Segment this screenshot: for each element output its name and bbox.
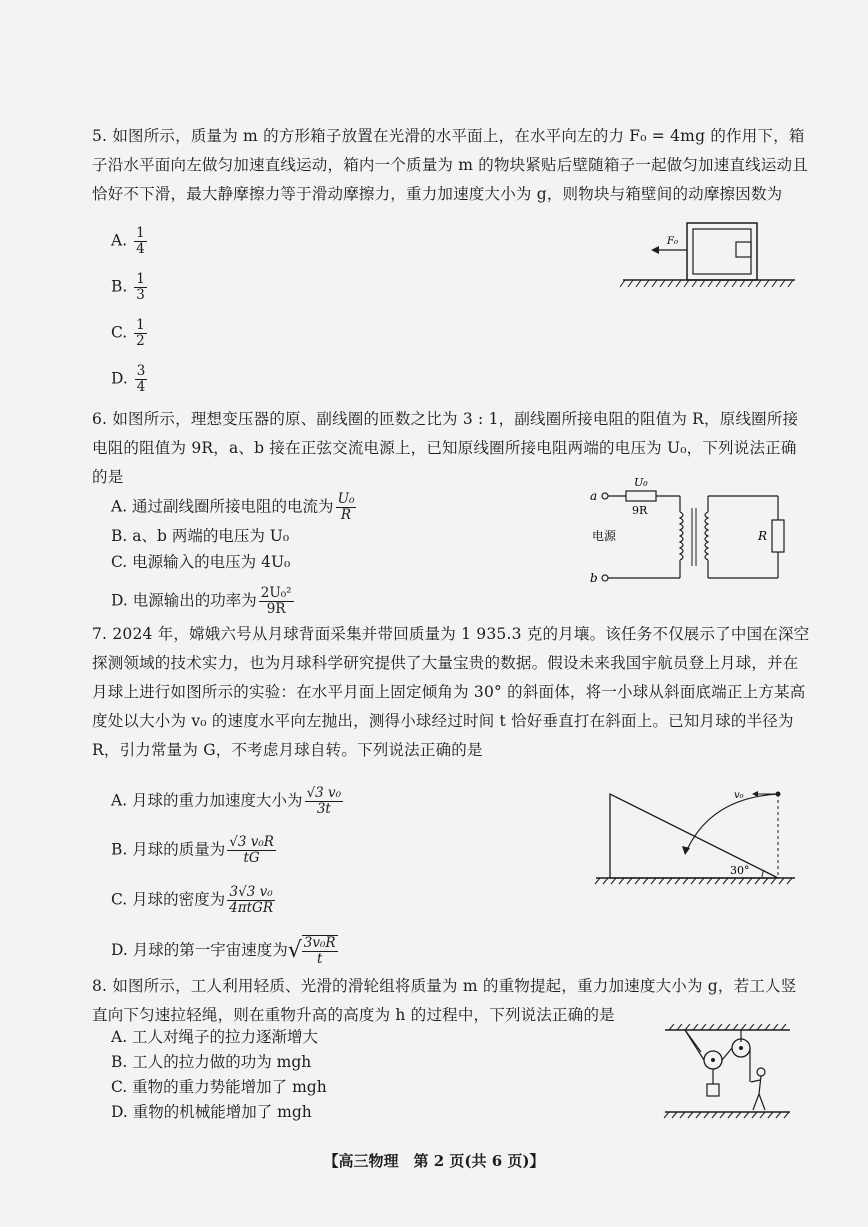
- fraction: $\frac{\text{√3 v₀}}{3t}$: [306, 785, 342, 817]
- voltage-label: U₀: [634, 476, 648, 489]
- q6-option-b[interactable]: B. a、b 两端的电压为 U₀: [111, 527, 290, 545]
- option-text: A. 月球的重力加速度大小为: [111, 791, 303, 810]
- fraction: $\frac{\text{3v₀R}}{t}$: [303, 935, 336, 967]
- q5-stem: 5. 如图所示，质量为 m 的方形箱子放置在光滑的水平面上，在水平向左的力 F₀ = 4mg 的作用下，箱子沿水平面向左做匀加速直线运动，箱内一个质量为 m 的物块紧贴后壁随箱子一起做匀加速直线运动且恰好不下滑，最大静摩擦力等于滑动摩擦力，重力加速度大小为 g，则物块与箱壁间的动摩擦因数为: [92, 127, 808, 203]
- terminal-b: b: [590, 571, 598, 585]
- q7-option-d[interactable]: [111, 935, 340, 967]
- q8-option-b[interactable]: B. 工人的拉力做的功为 mgh: [111, 1053, 312, 1071]
- option-text: A. 通过副线圈所接电阻的电流为: [111, 497, 334, 516]
- q5-option-a[interactable]: [111, 226, 149, 257]
- option-text: B. 月球的质量为: [111, 840, 226, 859]
- q6-option-a[interactable]: [111, 492, 358, 523]
- q8-stem: 8. 如图所示，工人利用轻质、光滑的滑轮组将质量为 m 的重物提起，重力加速度大小为 g，若工人竖直向下匀速拉轻绳，则在重物升高的高度为 h 的过程中，下列说法正确的是: [92, 977, 797, 1024]
- fraction: $\frac{\text{3√3 v₀}}{\text{4πtGR}}$: [229, 884, 274, 916]
- option-label: B.: [111, 277, 128, 296]
- source-label: 电源: [592, 529, 617, 543]
- q8-option-d[interactable]: D. 重物的机械能增加了 mgh: [111, 1103, 312, 1121]
- q8-pulley-figure: [655, 1020, 795, 1125]
- fraction: $\frac{\text{√3 v₀R}}{tG}$: [229, 834, 274, 866]
- sqrt-sign: √: [287, 938, 302, 963]
- q6-option-c[interactable]: C. 电源输入的电压为 4U₀: [111, 553, 291, 571]
- option-text: D. 电源输出的功率为: [111, 591, 257, 610]
- q6-transformer-figure: [580, 472, 810, 597]
- q6-option-d[interactable]: [111, 586, 296, 617]
- q6-stem: 6. 如图所示，理想变压器的原、副线圈的匝数之比为 3 : 1，副线圈所接电阻的阻值为 R，原线圈所接电阻的阻值为 9R，a、b 接在正弦交流电源上，已知原线圈所接电阻两端的电压为 U₀，下列说法正确的是: [92, 410, 799, 486]
- q7-option-a[interactable]: [111, 786, 345, 817]
- q7-option-c[interactable]: [111, 885, 277, 916]
- option-text: C. 月球的密度为: [111, 890, 226, 909]
- fraction: $\frac{3}{4}$: [136, 363, 146, 395]
- fraction: $\frac{\text{U₀}}{R}$: [337, 491, 355, 523]
- option-text: D. 月球的第一宇宙速度为: [111, 941, 288, 959]
- velocity-label: v₀: [734, 790, 744, 801]
- fraction: $\frac{1}{4}$: [136, 225, 145, 257]
- option-label: D.: [111, 369, 128, 388]
- force-label: F₀: [667, 236, 678, 247]
- q5-option-c[interactable]: [111, 318, 149, 349]
- option-label: C.: [111, 323, 128, 342]
- q7-stem: 7. 2024 年，嫦娥六号从月球背面采集并带回质量为 1 935.3 克的月壤。该任务不仅展示了中国在深空探测领域的技术实力，也为月球科学研究提供了大量宝贵的数据。假设未来我国宇航员登上月球，并在月球上进行如图所示的实验：在水平月面上固定倾角为 30° 的斜面体，将一小球从斜面底端正上方某高度处以大小为 v₀ 的速度水平向左抛出，测得小球经过时间 t 恰好垂直打在斜面上。已知月球的半径为 R，引力常量为 G，不考虑月球自转。下列说法正确的是: [92, 625, 810, 759]
- page-footer: 【高三物理 第 2 页(共 6 页)】: [323, 1152, 545, 1170]
- fraction: $\frac{1}{3}$: [136, 271, 145, 303]
- resistor-9r-label: 9R: [632, 504, 648, 517]
- fraction: $\frac{1}{2}$: [136, 317, 145, 349]
- q5-option-d[interactable]: [111, 364, 149, 395]
- resistor-r-label: R: [758, 529, 768, 543]
- fraction: $\frac{\text{2U₀²}}{9R}$: [260, 585, 292, 617]
- q7-incline-figure: [590, 790, 800, 885]
- option-label: A.: [111, 231, 128, 250]
- q5-option-b[interactable]: [111, 272, 149, 303]
- terminal-a: a: [590, 489, 598, 503]
- q8-option-c[interactable]: C. 重物的重力势能增加了 mgh: [111, 1078, 327, 1096]
- q8-option-a[interactable]: A. 工人对绳子的拉力逐渐增大: [111, 1028, 319, 1046]
- angle-label: 30°: [730, 864, 750, 877]
- q7-option-b[interactable]: [111, 835, 278, 866]
- q5-box-figure: [615, 220, 805, 300]
